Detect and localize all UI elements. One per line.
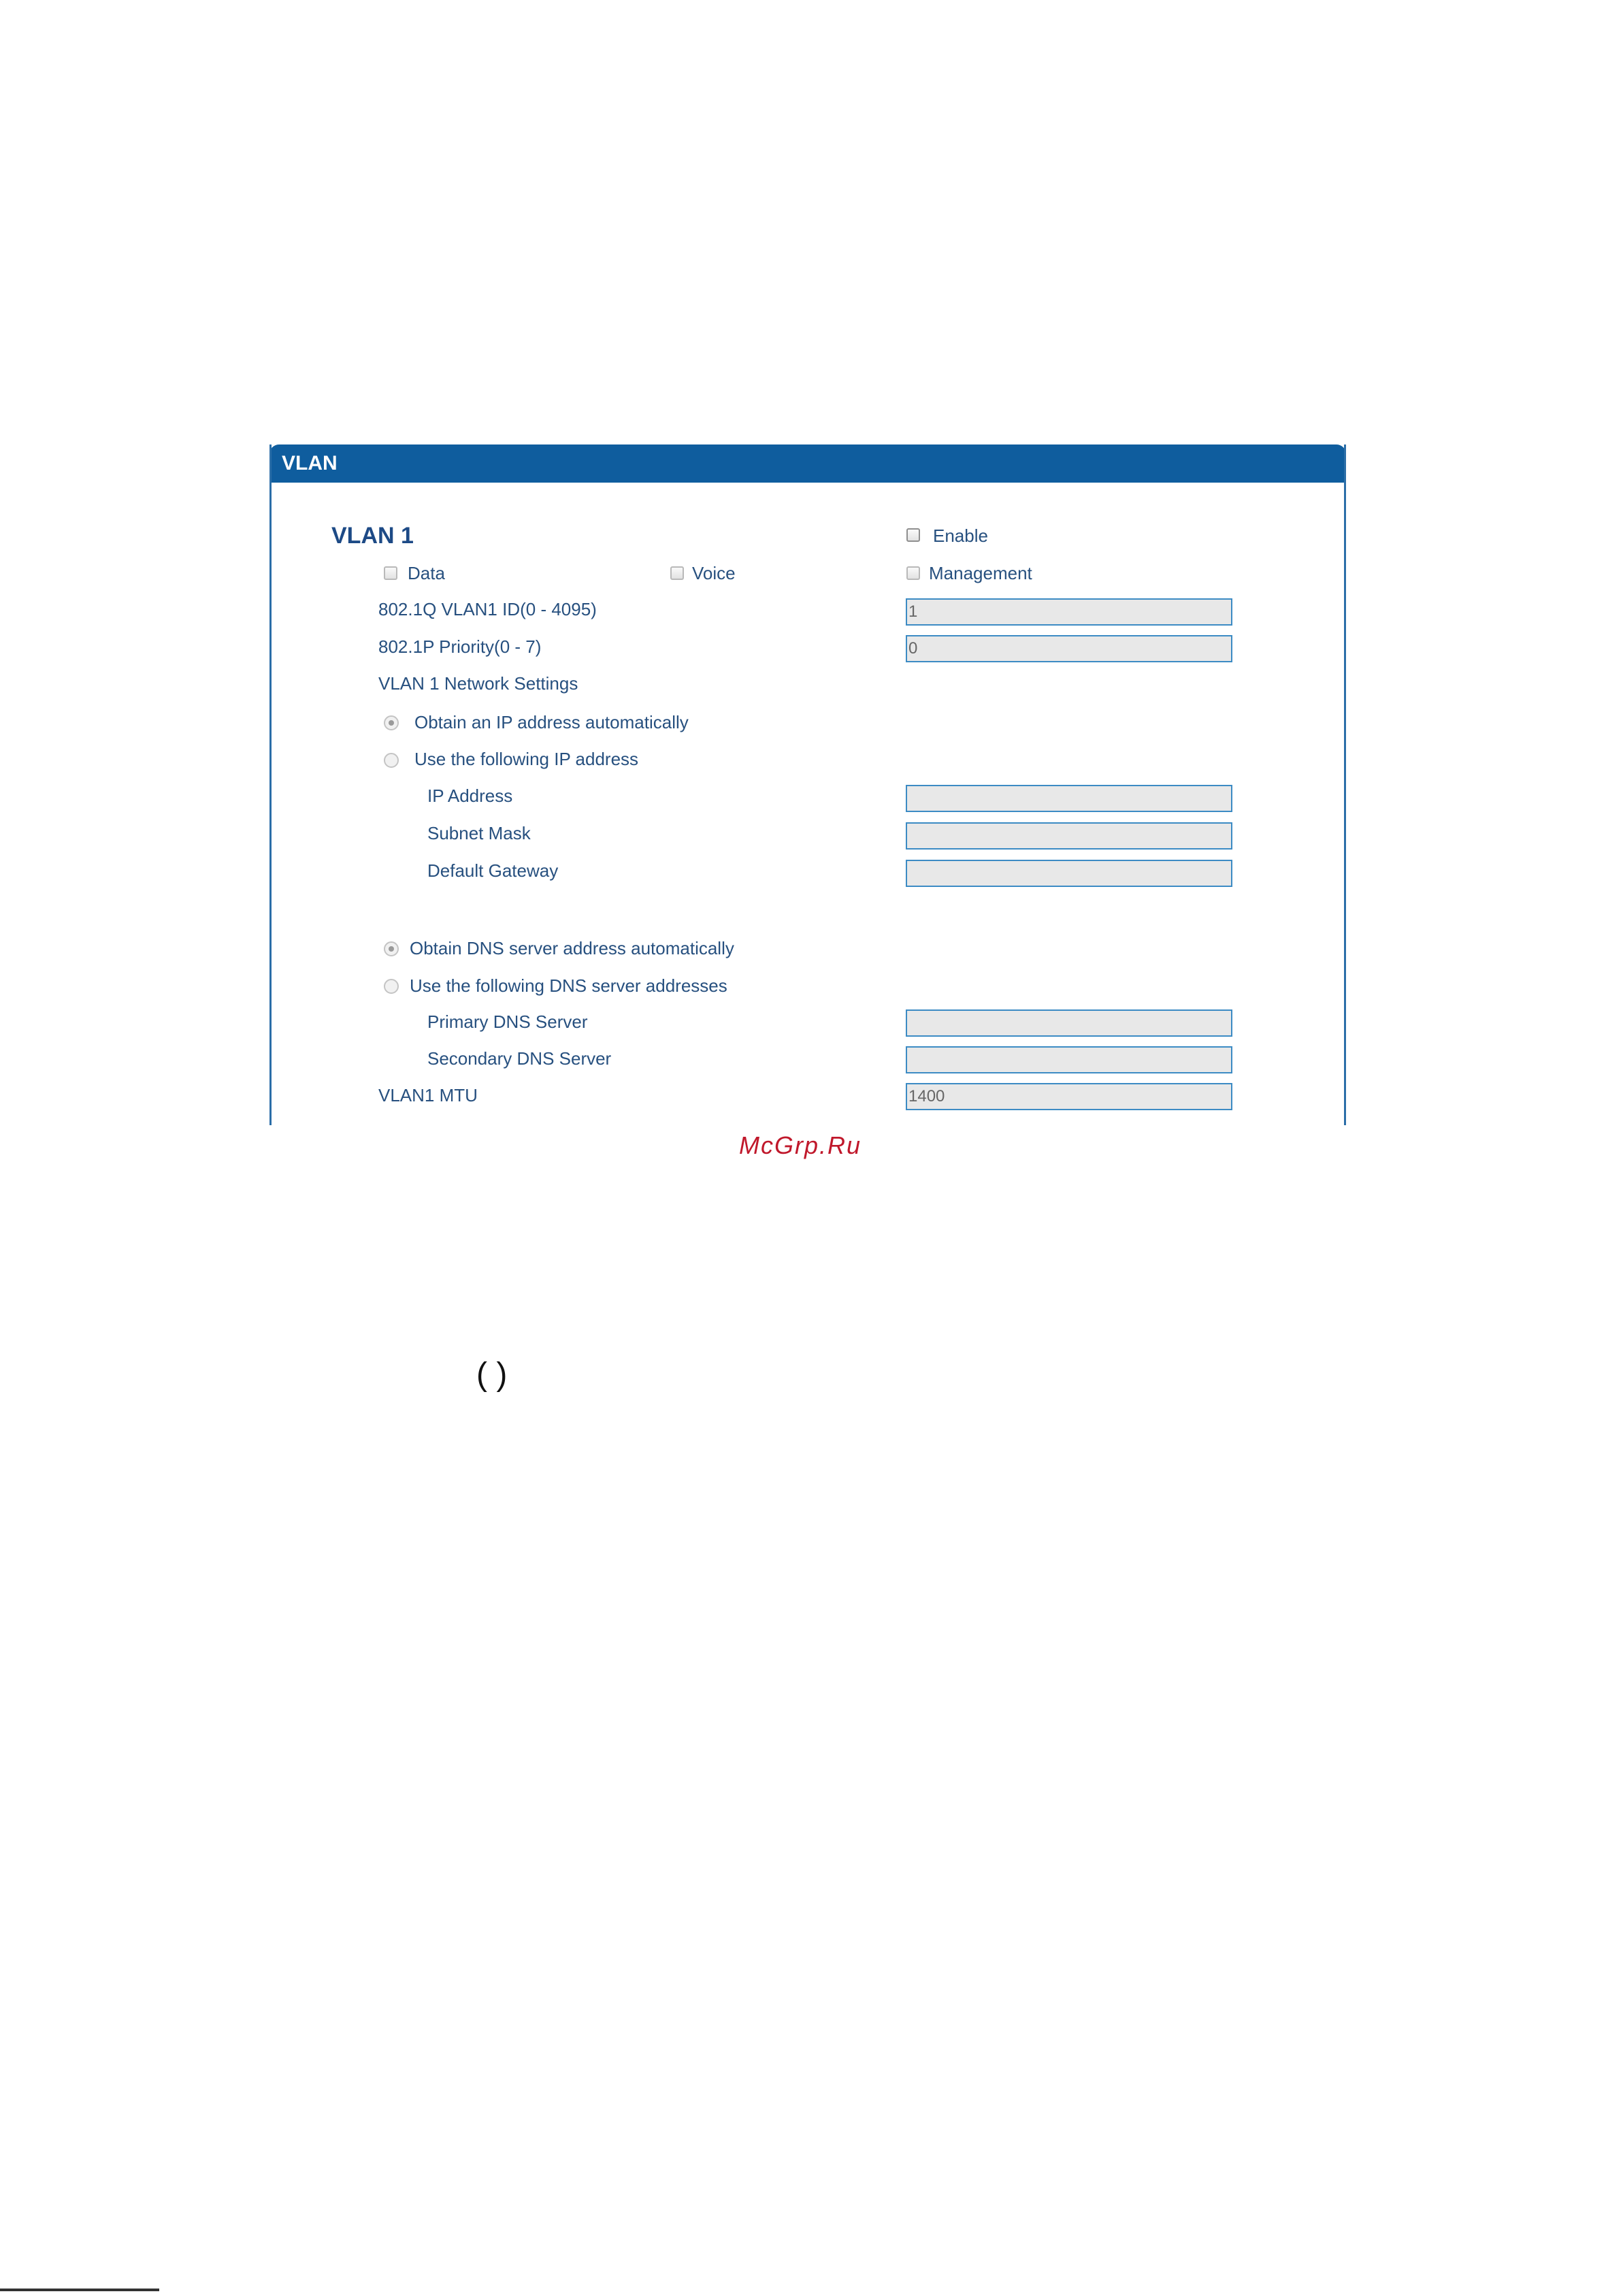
vlan-id-label: 802.1Q VLAN1 ID(0 - 4095): [378, 599, 597, 619]
dns-auto-radio[interactable]: [384, 941, 399, 956]
footer-rule: [0, 2289, 159, 2291]
watermark: McGrp.Ru: [739, 1131, 862, 1159]
panel-header: VLAN: [269, 444, 1346, 483]
dns-auto-label: Obtain DNS server address automatically: [410, 938, 734, 958]
secondary-dns-field[interactable]: [906, 1046, 1232, 1073]
vlan-id-field[interactable]: 1: [906, 598, 1232, 626]
vlan-panel: [269, 444, 1346, 1125]
subnet-mask-label: Subnet Mask: [427, 823, 531, 843]
default-gateway-field[interactable]: [906, 860, 1232, 887]
voice-checkbox[interactable]: [670, 566, 684, 580]
primary-dns-field[interactable]: [906, 1009, 1232, 1037]
voice-label: Voice: [692, 563, 736, 583]
mtu-label: VLAN1 MTU: [378, 1085, 478, 1105]
priority-label: 802.1P Priority(0 - 7): [378, 636, 542, 657]
ip-address-label: IP Address: [427, 786, 513, 806]
enable-label: Enable: [933, 526, 988, 546]
management-checkbox[interactable]: [906, 566, 920, 580]
priority-field[interactable]: 0: [906, 635, 1232, 662]
data-checkbox[interactable]: [384, 566, 397, 580]
parentheses-text: ( ): [476, 1357, 508, 1393]
data-label: Data: [408, 563, 445, 583]
enable-checkbox[interactable]: [906, 528, 920, 542]
management-label: Management: [929, 563, 1032, 583]
primary-dns-label: Primary DNS Server: [427, 1012, 588, 1032]
dns-manual-label: Use the following DNS server addresses: [410, 975, 727, 996]
subnet-mask-field[interactable]: [906, 822, 1232, 850]
secondary-dns-label: Secondary DNS Server: [427, 1048, 612, 1069]
vlan-heading: VLAN 1: [331, 523, 414, 549]
dns-manual-radio[interactable]: [384, 979, 399, 994]
mtu-field[interactable]: 1400: [906, 1083, 1232, 1110]
ip-auto-label: Obtain an IP address automatically: [414, 712, 689, 732]
network-settings-label: VLAN 1 Network Settings: [378, 673, 578, 694]
ip-address-field[interactable]: [906, 785, 1232, 812]
ip-manual-label: Use the following IP address: [414, 749, 639, 769]
ip-manual-radio[interactable]: [384, 753, 399, 768]
ip-auto-radio[interactable]: [384, 715, 399, 730]
default-gateway-label: Default Gateway: [427, 860, 559, 881]
